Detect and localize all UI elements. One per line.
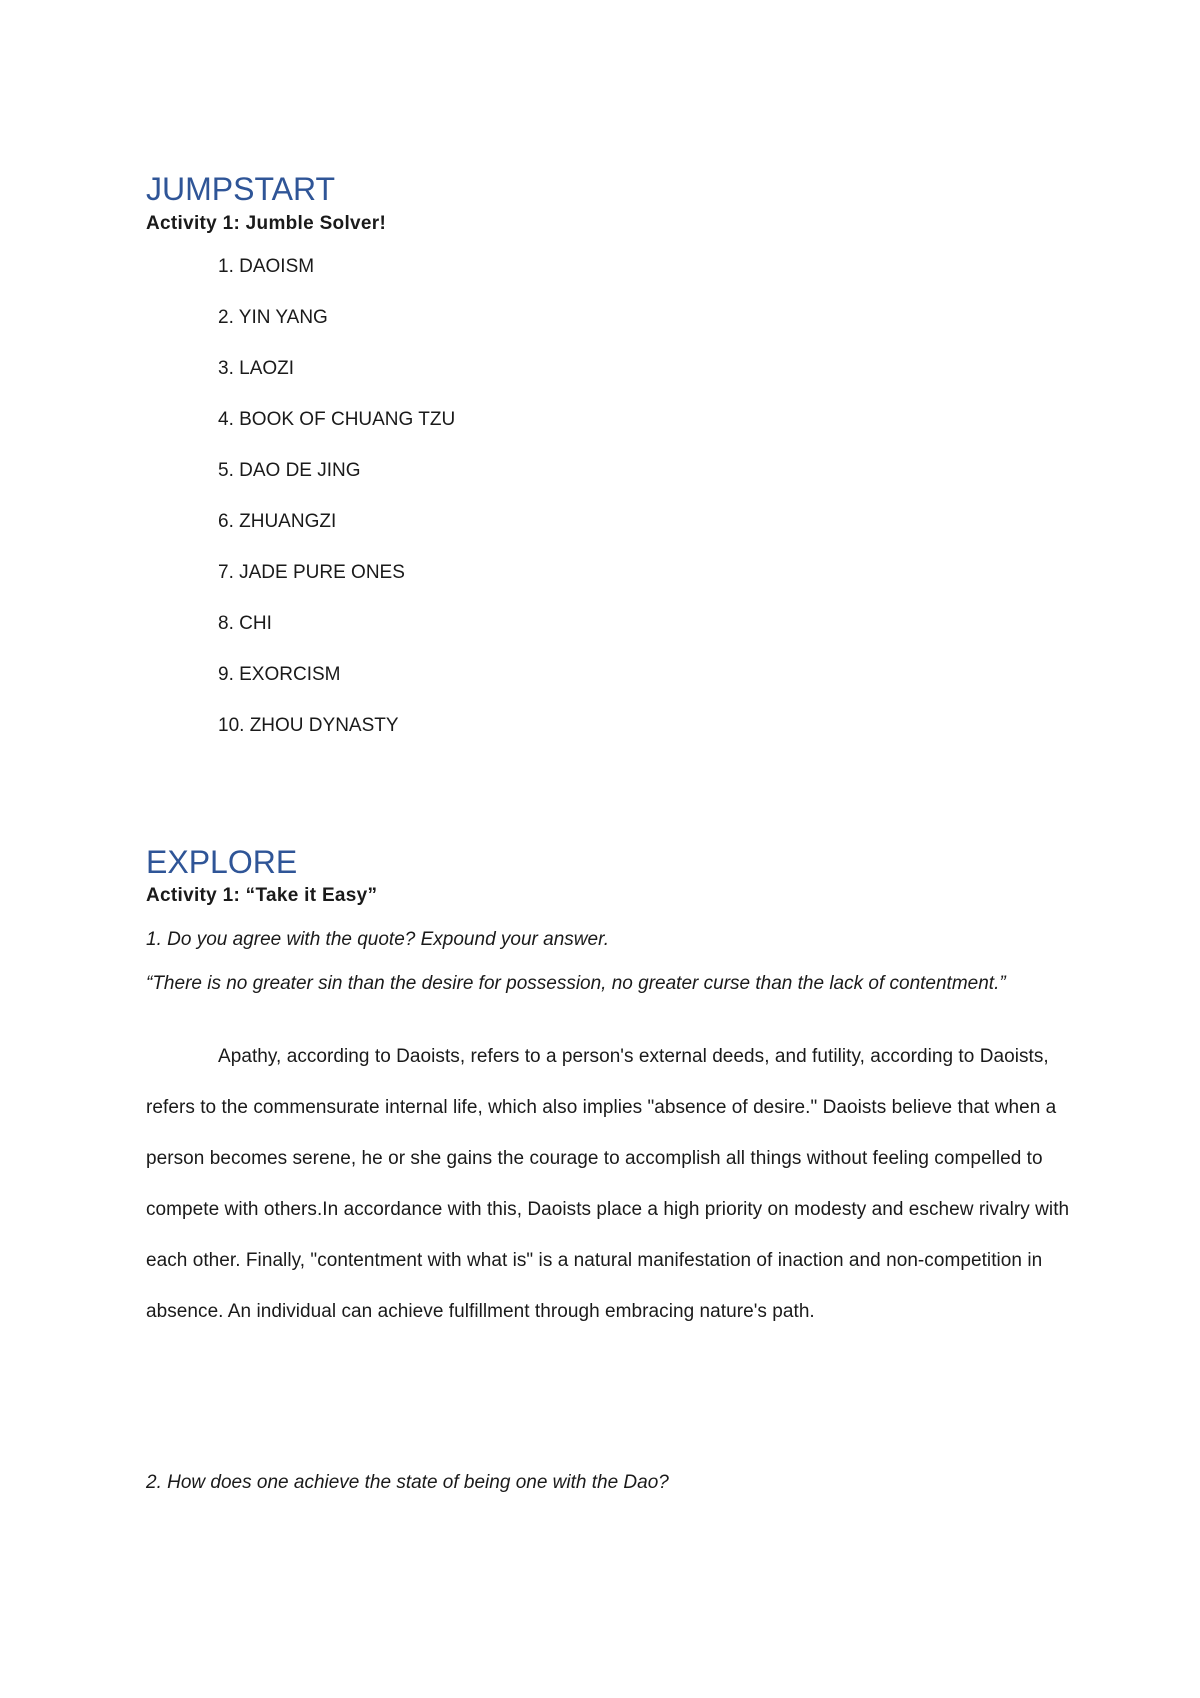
jumble-answer-item: 8. CHI xyxy=(218,613,272,634)
jumble-answer-item: 4. BOOK OF CHUANG TZU xyxy=(218,409,456,430)
quote-text: “There is no greater sin than the desire for possession, no greater curse than the lack of contentment.” xyxy=(146,973,1006,994)
jumble-answer-item: 3. LAOZI xyxy=(218,358,295,379)
explore-activity-title: Activity 1: “Take it Easy” xyxy=(146,885,378,906)
jumble-answer-item: 6. ZHUANGZI xyxy=(218,511,337,532)
jumble-answer-item: 1. DAOISM xyxy=(218,256,315,277)
jumble-answer-item: 9. EXORCISM xyxy=(218,664,341,685)
question-1: 1. Do you agree with the quote? Expound your answer. xyxy=(146,929,609,950)
jumble-answer-item: 10. ZHOU DYNASTY xyxy=(218,715,399,736)
jumble-answer-item: 5. DAO DE JING xyxy=(218,460,361,481)
jumble-answer-item: 7. JADE PURE ONES xyxy=(218,562,405,583)
answer-1-paragraph: Apathy, according to Daoists, refers to a person's external deeds, and futility, according to Daoists, refers to the commensurate internal life, which also implies "absence of desire." Daoists believe that when a person becomes serene, he or she gains the courage to accomplish all things without feeling compelled to compete with others.In accordance with this, Daoists place a high priority on modesty and eschew rivalry with each other. Finally, "contentment with what is" is a natural manifestation of inaction and non-competition in absence. An individual can achieve fulfillment through embracing nature's path. xyxy=(146,1046,1070,1322)
jumble-answer-list xyxy=(146,255,1018,765)
jumpstart-heading: JUMPSTART xyxy=(146,171,336,207)
question-2: 2. How does one achieve the state of being one with the Dao? xyxy=(146,1472,669,1493)
jumble-answer-item: 2. YIN YANG xyxy=(218,307,328,328)
explore-heading: EXPLORE xyxy=(146,844,298,880)
jumpstart-activity-title: Activity 1: Jumble Solver! xyxy=(146,213,387,234)
